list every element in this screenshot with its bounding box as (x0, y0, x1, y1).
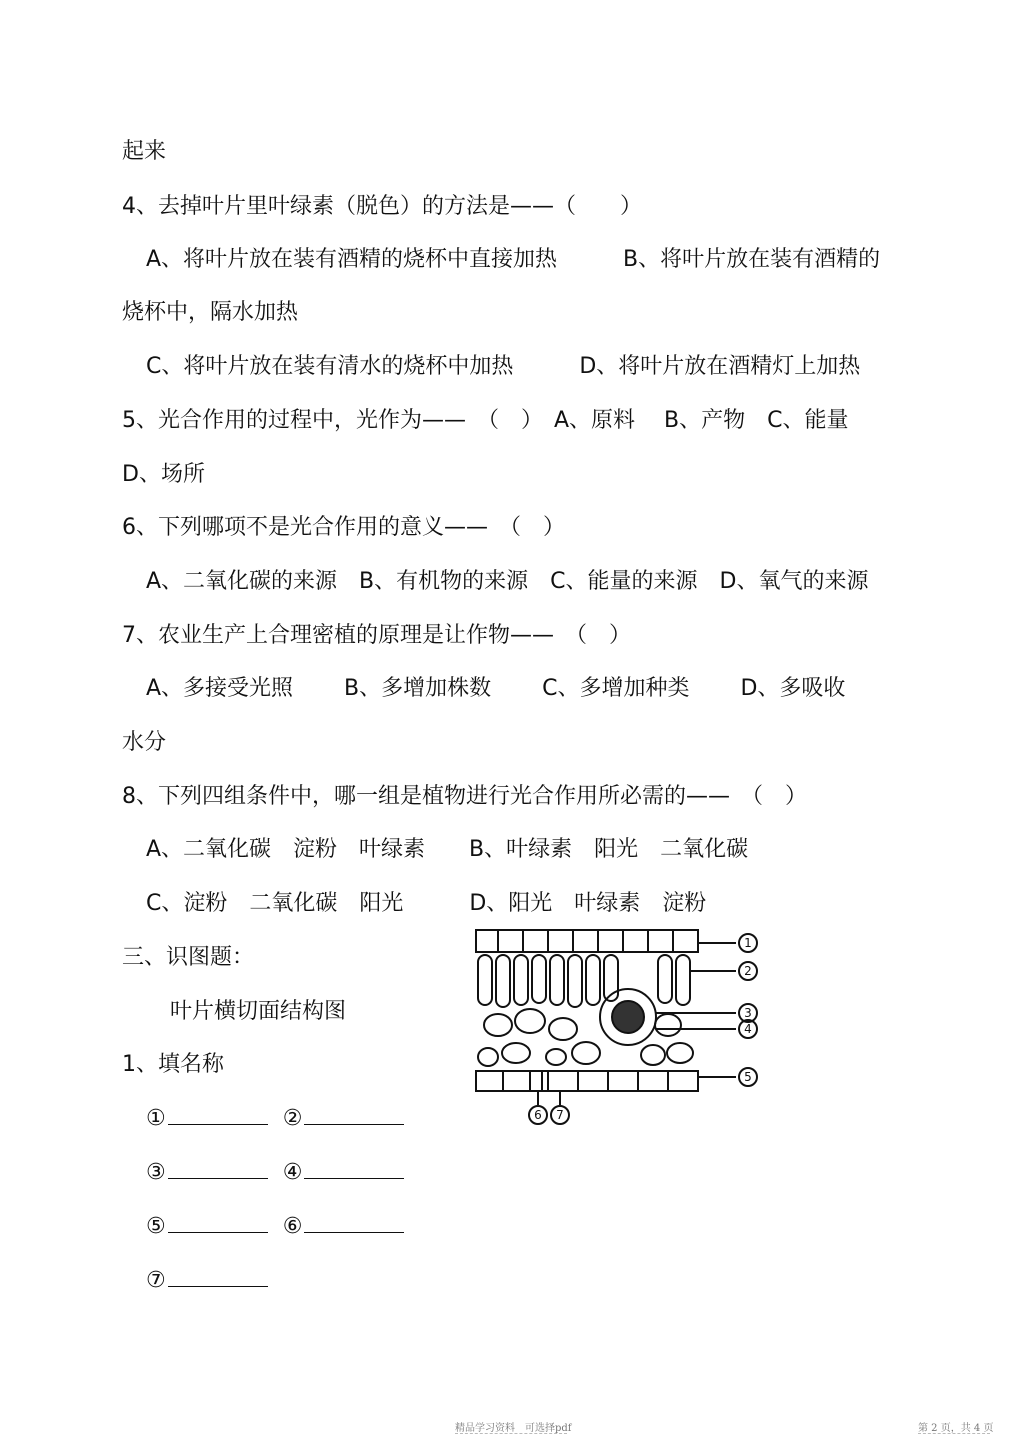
upper-epidermis (476, 930, 698, 952)
fill-number: ① (146, 1106, 166, 1131)
figure-label: 5 (744, 1070, 752, 1084)
footer-center: 精品学习资料 可选择pdf (455, 1423, 572, 1434)
answer-blank[interactable] (304, 1212, 404, 1233)
fill-row (146, 1104, 412, 1134)
footer-page-number: 第 2 页，共 4 页 (918, 1423, 994, 1434)
question-4-options-ab: A、将叶片放在装有酒精的烧杯中直接加热 B、将叶片放在装有酒精的 (146, 247, 881, 272)
question-5: 5、光合作用的过程中，光作为—— （ ） A、原料 B、产物 C、能量 (122, 408, 849, 433)
answer-blank[interactable] (168, 1212, 268, 1233)
palisade-layer (478, 955, 690, 1007)
question-4-options-b-cont: 烧杯中，隔水加热 (122, 300, 299, 325)
fill-row (146, 1212, 412, 1242)
figure-label: 4 (744, 1022, 752, 1036)
figure-label: 2 (744, 964, 752, 978)
figure-label: 6 (534, 1108, 542, 1122)
text-line: 起来 (122, 139, 167, 164)
fill-number: ⑦ (146, 1268, 166, 1293)
fill-row (146, 1266, 276, 1296)
footer-divider (455, 1433, 567, 1434)
figure-label: 1 (744, 936, 752, 950)
question-8: 8、下列四组条件中，哪一组是植物进行光合作用所必需的—— （ ） (122, 784, 807, 809)
answer-blank[interactable] (304, 1158, 404, 1179)
fill-in-heading: 1、填名称 (122, 1052, 224, 1077)
question-7: 7、农业生产上合理密植的原理是让作物—— （ ） (122, 623, 631, 648)
lower-epidermis (476, 1071, 698, 1091)
figure-label: 7 (556, 1108, 564, 1122)
fill-number: ⑤ (146, 1214, 166, 1239)
figure-label: 3 (744, 1006, 752, 1020)
footer-divider (918, 1433, 990, 1434)
question-4: 4、去掉叶片里叶绿素（脱色）的方法是——（ ） (122, 194, 642, 219)
answer-blank[interactable] (168, 1104, 268, 1125)
fill-number: ④ (282, 1160, 303, 1185)
question-7-option-d-cont: 水分 (122, 730, 167, 755)
fill-number: ② (282, 1106, 303, 1131)
fill-row (146, 1158, 412, 1188)
question-4-options-cd: C、将叶片放在装有清水的烧杯中加热 D、将叶片放在酒精灯上加热 (146, 354, 861, 379)
leaf-cross-section-figure (468, 925, 768, 1130)
answer-blank[interactable] (168, 1158, 268, 1179)
section-3-heading: 三、识图题： (122, 945, 255, 970)
figure-title: 叶片横切面结构图 (170, 999, 347, 1024)
answer-blank[interactable] (168, 1266, 268, 1287)
question-8-options-ab: A、二氧化碳 淀粉 叶绿素 B、叶绿素 阳光 二氧化碳 (146, 837, 749, 862)
question-5-option-d: D、场所 (122, 462, 205, 487)
question-6-options: A、二氧化碳的来源 B、有机物的来源 C、能量的来源 D、氧气的来源 (146, 569, 869, 594)
question-7-options: A、多接受光照 B、多增加株数 C、多增加种类 D、多吸收 (146, 676, 846, 701)
spongy-layer (478, 1009, 693, 1066)
question-8-options-cd: C、淀粉 二氧化碳 阳光 D、阳光 叶绿素 淀粉 (146, 891, 707, 916)
fill-number: ③ (146, 1160, 166, 1185)
fill-number: ⑥ (282, 1214, 303, 1239)
question-6: 6、下列哪项不是光合作用的意义—— （ ） (122, 515, 565, 540)
answer-blank[interactable] (304, 1104, 404, 1125)
